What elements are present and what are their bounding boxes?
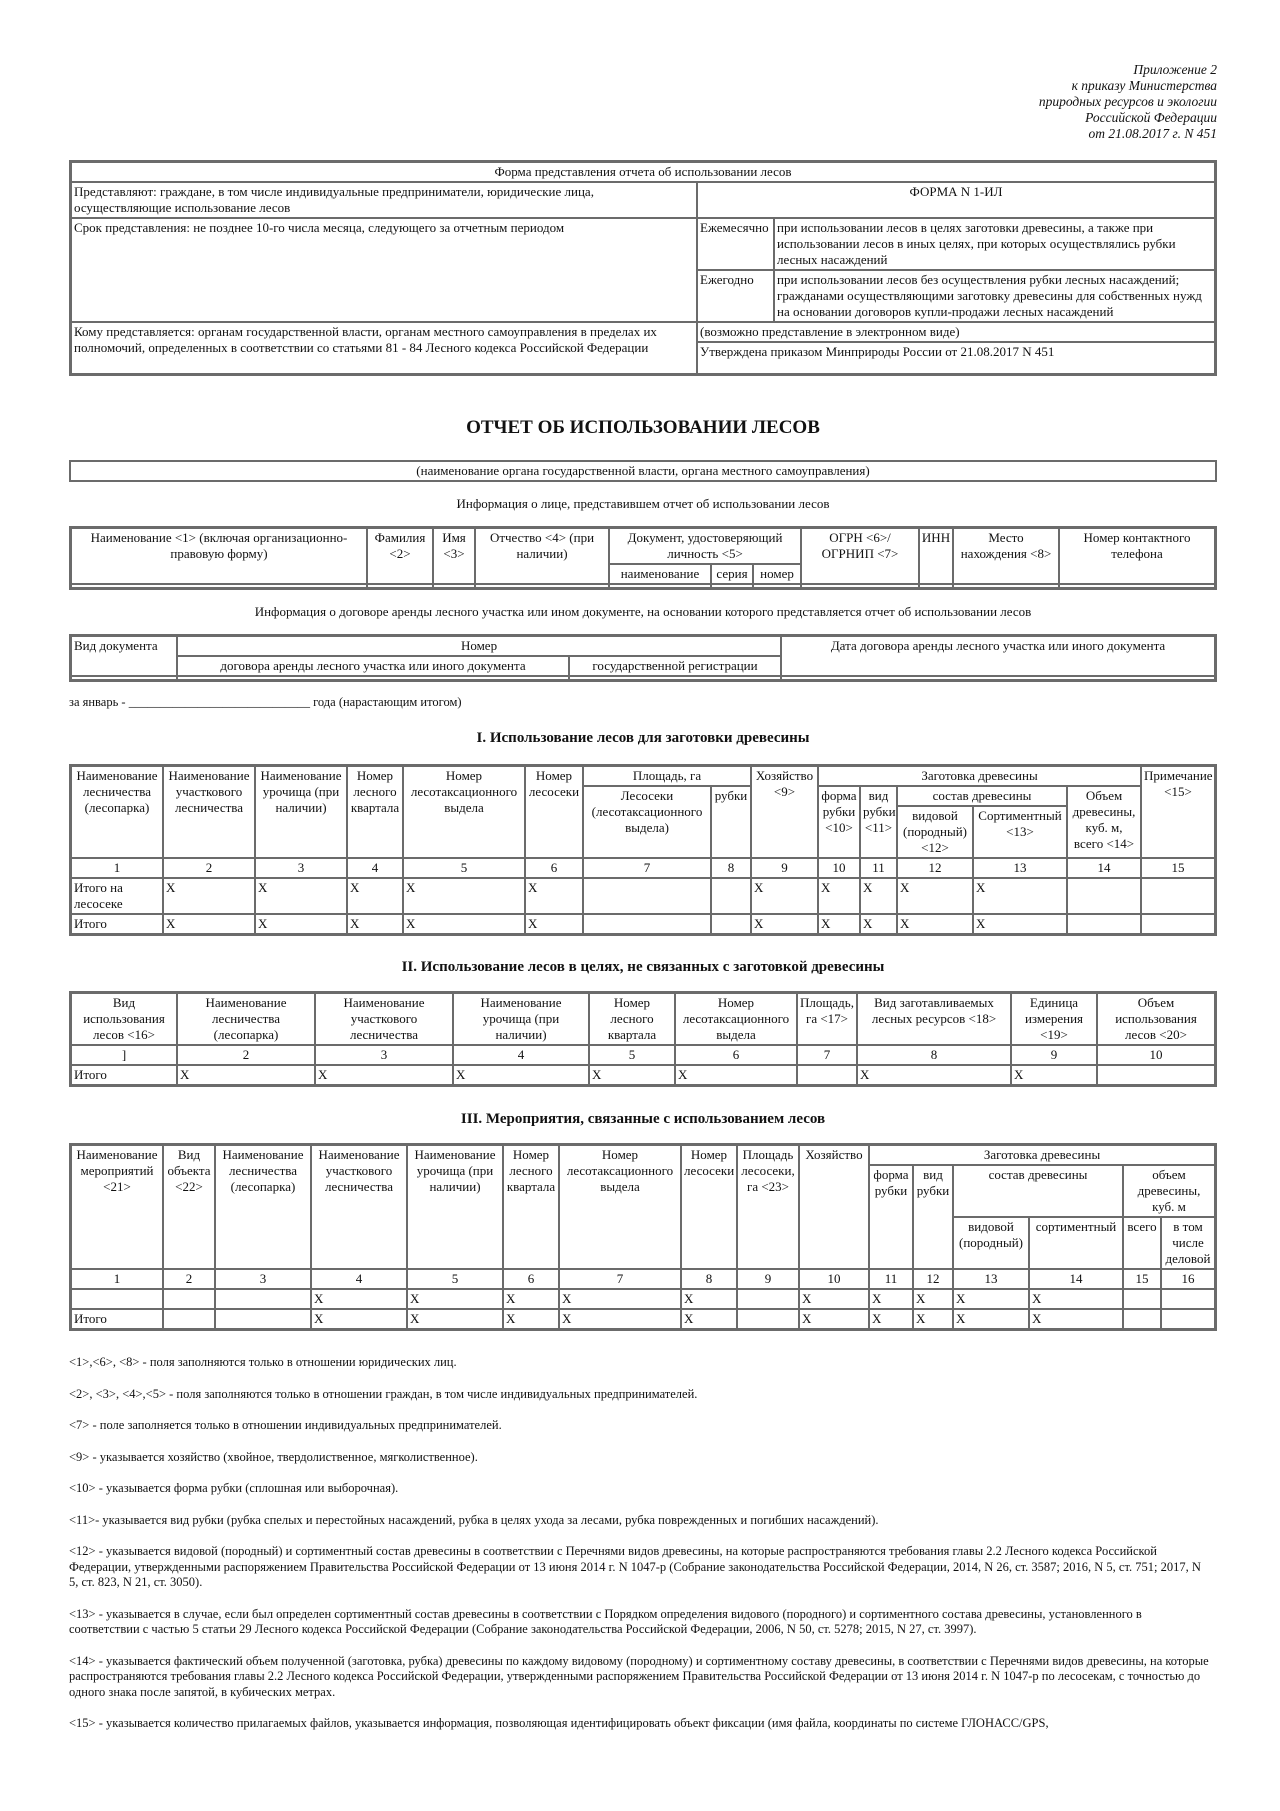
footnote: <14> - указывается фактический объем полученной (заготовка, рубка) древесины по каждому видовому (породному) и сортиментному составу древесины, в соответствии с Перечнями видов древесины, на которые распространяются требования главы 2.2 Лесного кодекса Российской Федерации, утвержденными распоряжением Правительства Российской Федерации от 13 июня 2014 г. N 1047-р по лесосекам, с точностью до одного знака после запятой, в кубических метрах. [69, 1653, 1209, 1699]
col-number: 11 [869, 1269, 913, 1289]
table-cell: X [255, 878, 347, 914]
s1-header-13: Сортиментный <13> [973, 806, 1067, 858]
table-cell: X [860, 914, 897, 934]
col-number: 6 [503, 1269, 559, 1289]
section2-title: II. Использование лесов в целях, не связанных с заготовкой древесины [401, 959, 885, 975]
header-ogrn: ОГРН <6>/ ОГРНИП <7> [801, 528, 919, 584]
row-label: Итого [71, 1309, 163, 1329]
table-cell: X [913, 1309, 953, 1329]
s1-header-composition: состав древесины [897, 786, 1067, 806]
col-number: 4 [453, 1045, 589, 1065]
col-number: 8 [711, 858, 751, 878]
s3-header-5: Наименование урочища (при наличии) [407, 1145, 503, 1269]
authority-caption: (наименование органа государственной власти, органа местного самоуправления) [416, 463, 870, 478]
table-cell: X [897, 914, 973, 934]
col-number: 5 [403, 858, 525, 878]
table-cell: X [860, 878, 897, 914]
header-id-doc-series: серия [711, 564, 753, 584]
col-number: 16 [1161, 1269, 1215, 1289]
appendix-header [1039, 62, 1217, 142]
col-number: 12 [913, 1269, 953, 1289]
footnote: <9> - указывается хозяйство (хвойное, твердолиственное, мягколиственное). [69, 1449, 478, 1464]
table-cell: X [347, 878, 403, 914]
section3-table [69, 1143, 1217, 1331]
period-suffix: года (нарастающим итогом) [313, 695, 462, 709]
header-patronymic: Отчество <4> (при наличии) [475, 528, 609, 584]
col-number: 10 [799, 1269, 869, 1289]
table-cell: X [403, 914, 525, 934]
s1-header-7: Лесосеки (лесотаксационного выдела) [583, 786, 711, 858]
table-cell: X [799, 1309, 869, 1329]
table-cell: X [525, 914, 583, 934]
col-number: 13 [953, 1269, 1029, 1289]
col-number: 12 [897, 858, 973, 878]
table-cell[interactable] [215, 1289, 311, 1309]
table-cell[interactable] [1141, 914, 1215, 934]
col-number: 8 [681, 1269, 737, 1289]
header-id-doc: Документ, удостоверяющий личность <5> [609, 528, 801, 564]
footnote: <11>- указывается вид рубки (рубка спелых и перестойных насаждений, рубка в целях ухода за лесами, рубка поврежденных и погибших насаждений). [69, 1512, 879, 1527]
header-date: Дата договора аренды лесного участка или иного документа [781, 636, 1215, 676]
header-id-doc-number: номер [753, 564, 801, 584]
section1-table [69, 764, 1217, 936]
col-number: 7 [583, 858, 711, 878]
table-cell: X [311, 1289, 407, 1309]
table-cell: X [681, 1309, 737, 1329]
person-input-cell[interactable] [711, 584, 753, 588]
col-number: 10 [818, 858, 860, 878]
person-input-cell[interactable] [919, 584, 953, 588]
col-number: 3 [315, 1045, 453, 1065]
table-cell[interactable] [737, 1309, 799, 1329]
period-line [69, 695, 462, 711]
monthly-text: при использовании лесов в целях заготовки древесины, а также при использовании лесов в иных целях, при которых осуществлялись рубки лесных насаждений [774, 218, 1215, 270]
s3-header-14: сортиментный [1029, 1217, 1123, 1269]
deadline-cell: Срок представления: не позднее 10-го числа месяца, следующего за отчетным периодом [71, 218, 697, 322]
person-info-caption: Информация о лице, представившем отчет об использовании лесов [456, 496, 830, 511]
table-cell[interactable] [1123, 1309, 1161, 1329]
form-header-title: Форма представления отчета об использовании лесов [71, 162, 1215, 182]
footnote: <2>, <3>, <4>,<5> - поля заполняются только в отношении граждан, в том числе индивидуальных предпринимателей. [69, 1386, 698, 1401]
col-number: 6 [525, 858, 583, 878]
s3-header-composition: состав древесины [953, 1165, 1123, 1217]
table-cell: X [559, 1289, 681, 1309]
table-cell: X [857, 1065, 1011, 1085]
col-number: 7 [559, 1269, 681, 1289]
table-row [71, 1309, 1215, 1329]
header-number-contract: договора аренды лесного участка или иного документа [177, 656, 569, 676]
footnote: <12> - указывается видовой (породный) и сортиментный состав древесины в соответствии с Перечнями видов древесины, на которые распространяются требования главы 2.2 Лесного кодекса Российской Федерации, утвержденными распоряжением Правительства Российской Федерации от 13 июня 2014 г. N 1047-р (Собрание законодательства Российской Федерации, 2014, N 26, ст. 3587; 2016, N 5, ст. 751; 2017, N 5, ст. 823, N 21, ст. 3050). [69, 1544, 1201, 1589]
table-cell: X [818, 914, 860, 934]
s2-header-9: Единица измерения <19> [1011, 993, 1097, 1045]
col-number: 2 [163, 1269, 215, 1289]
person-input-cell[interactable] [1059, 584, 1215, 588]
s1-header-10: форма рубки <10> [818, 786, 860, 858]
table-row [71, 878, 1215, 914]
table-cell: X [503, 1309, 559, 1329]
s3-header-1: Наименование мероприятий <21> [71, 1145, 163, 1269]
table-cell: X [869, 1289, 913, 1309]
col-number: 8 [857, 1045, 1011, 1065]
table-cell: X [953, 1309, 1029, 1329]
person-input-cell[interactable] [367, 584, 433, 588]
s3-header-15: всего [1123, 1217, 1161, 1269]
s1-header-8: рубки [711, 786, 751, 858]
table-cell: X [973, 914, 1067, 934]
form-header-table [69, 160, 1217, 376]
s3-header-volume: объем древесины, куб. м [1123, 1165, 1215, 1217]
table-cell[interactable] [797, 1065, 857, 1085]
table-cell[interactable] [1123, 1289, 1161, 1309]
header-id-doc-name: наименование [609, 564, 711, 584]
electronic-note: (возможно представление в электронном виде) [697, 322, 1215, 342]
table-cell: X [163, 914, 255, 934]
col-number: 9 [1011, 1045, 1097, 1065]
col-number: 15 [1141, 858, 1215, 878]
s1-header-11: вид рубки <11> [860, 786, 897, 858]
contract-input-cell[interactable] [781, 676, 1215, 680]
table-row [71, 914, 1215, 934]
s2-header-10: Объем использования лесов <20> [1097, 993, 1215, 1045]
table-row [71, 1065, 1215, 1085]
table-cell[interactable] [1161, 1309, 1215, 1329]
monthly-label: Ежемесячно [697, 218, 774, 270]
period-prefix: за январь - [69, 695, 126, 709]
col-number: 10 [1097, 1045, 1215, 1065]
yearly-text [774, 270, 1215, 322]
table-cell[interactable] [1067, 914, 1141, 934]
table-cell: X [675, 1065, 797, 1085]
table-cell: X [1011, 1065, 1097, 1085]
col-number: 14 [1067, 858, 1141, 878]
table-cell: X [177, 1065, 315, 1085]
contract-input-cell[interactable] [569, 676, 781, 680]
contract-input-cell[interactable] [71, 676, 177, 680]
section1-title: I. Использование лесов для заготовки древесины [476, 730, 810, 746]
s1-header-1: Наименование лесничества (лесопарка) [71, 766, 163, 858]
contract-info-caption: Информация о договоре аренды лесного участка или ином документе, на основании которого представляется отчет об использовании лесов [254, 604, 1032, 619]
row-label: Итого на лесосеке [71, 878, 163, 914]
table-cell: X [589, 1065, 675, 1085]
table-cell[interactable] [737, 1289, 799, 1309]
table-cell: X [407, 1289, 503, 1309]
s2-header-3: Наименование участкового лесничества [315, 993, 453, 1045]
appendix-line: от 21.08.2017 г. N 451 [1088, 126, 1217, 141]
s1-header-harvest: Заготовка древесины [818, 766, 1141, 786]
s2-header-5: Номер лесного квартала [589, 993, 675, 1045]
header-first-name: Имя <3> [433, 528, 475, 584]
s3-header-2: Вид объекта <22> [163, 1145, 215, 1269]
col-number: 5 [589, 1045, 675, 1065]
s2-header-4: Наименование урочища (при наличии) [453, 993, 589, 1045]
s3-header-13: видовой (породный) [953, 1217, 1029, 1269]
col-number: 2 [177, 1045, 315, 1065]
col-number: 7 [797, 1045, 857, 1065]
s3-number-row [71, 1269, 1215, 1289]
yearly-label: Ежегодно [697, 270, 774, 322]
s2-header-2: Наименование лесничества (лесопарка) [177, 993, 315, 1045]
table-cell[interactable] [1097, 1065, 1215, 1085]
s3-header-6: Номер лесного квартала [503, 1145, 559, 1269]
s1-header-14: Объем древесины, куб. м, всего <14> [1067, 786, 1141, 858]
table-row [71, 1289, 1215, 1309]
s1-header-2: Наименование участкового лесничества [163, 766, 255, 858]
s3-header-9: Площадь лесосеки, га <23> [737, 1145, 799, 1269]
s3-header-11: форма рубки [869, 1165, 913, 1269]
header-number-registration: государственной регистрации [569, 656, 781, 676]
yearly-text-1: при использовании лесов без осуществления рубки лесных насаждений; [777, 272, 1180, 287]
table-cell: X [255, 914, 347, 934]
table-cell[interactable] [215, 1309, 311, 1329]
header-number: Номер [177, 636, 781, 656]
person-info-table [69, 526, 1217, 590]
appendix-line: к приказу Министерства [1071, 78, 1217, 93]
col-number: 15 [1123, 1269, 1161, 1289]
footnote: <13> - указывается в случае, если был определен сортиментный состав древесины в соответствии с Порядком определения видового (породного) и сортиментного состава древесины, установленного в соответствии с частью 5 статьи 29 Лесного кодекса Российской Федерации (Собрание законодательства Российской Федерации, 2006, N 50, ст. 5278; 2015, N 27, ст. 3997). [69, 1606, 1142, 1636]
table-cell: X [897, 878, 973, 914]
table-cell: X [751, 878, 818, 914]
footnote: <7> - поле заполняется только в отношении индивидуальных предпринимателей. [69, 1418, 502, 1432]
table-cell: X [503, 1289, 559, 1309]
s3-header-7: Номер лесотаксационного выдела [559, 1145, 681, 1269]
table-cell: X [751, 914, 818, 934]
table-cell[interactable] [711, 878, 751, 914]
col-number: 1 [71, 858, 163, 878]
yearly-text-2: гражданами осуществляющими заготовку древесины для собственных нужд на основании договоров купли-продажи лесных насаждений [777, 288, 1202, 319]
table-cell[interactable] [711, 914, 751, 934]
s3-header-harvest: Заготовка древесины [869, 1145, 1215, 1165]
table-cell: X [681, 1289, 737, 1309]
s2-header-6: Номер лесотаксационного выдела [675, 993, 797, 1045]
period-year-field[interactable]: _____________________________ [128, 695, 310, 709]
table-cell: X [1029, 1309, 1123, 1329]
s1-number-row [71, 858, 1215, 878]
appendix-line: природных ресурсов и экологии [1038, 94, 1217, 109]
s3-header-8: Номер лесосеки [681, 1145, 737, 1269]
s1-header-12: видовой (породный) <12> [897, 806, 973, 858]
header-phone: Номер контактного телефона [1059, 528, 1215, 584]
table-cell[interactable] [71, 1289, 163, 1309]
contract-info-table [69, 634, 1217, 682]
table-cell[interactable] [1161, 1289, 1215, 1309]
table-cell[interactable] [1141, 878, 1215, 914]
approved-note: Утверждена приказом Минприроды России от 21.08.2017 N 451 [697, 342, 1215, 374]
table-cell[interactable] [583, 878, 711, 914]
s3-header-10: Хозяйство [799, 1145, 869, 1269]
header-inn: ИНН [919, 528, 953, 584]
footnote: <15> - указывается количество прилагаемых файлов, указывается информация, позволяющая идентифицировать объект фиксации (имя файла, координаты по системе ГЛОНАСС/GPS, [69, 1716, 1049, 1730]
header-location: Место нахождения <8> [953, 528, 1059, 584]
col-number: 11 [860, 858, 897, 878]
col-number: 4 [347, 858, 403, 878]
table-cell[interactable] [583, 914, 711, 934]
s1-header-3: Наименование урочища (при наличии) [255, 766, 347, 858]
appendix-line: Приложение 2 [1133, 62, 1217, 77]
s3-header-16: в том числе деловой [1161, 1217, 1215, 1269]
presenters-cell: Представляют: граждане, в том числе индивидуальные предприниматели, юридические лица, осуществляющие использование лесов [71, 182, 697, 218]
table-cell[interactable] [163, 1289, 215, 1309]
s1-header-15: Примечание <15> [1141, 766, 1215, 858]
table-cell: X [407, 1309, 503, 1329]
s3-header-3: Наименование лесничества (лесопарка) [215, 1145, 311, 1269]
s2-header-1: Вид использования лесов <16> [71, 993, 177, 1045]
col-number: 4 [311, 1269, 407, 1289]
section2-table [69, 991, 1217, 1087]
s1-header-9: Хозяйство <9> [751, 766, 818, 858]
s3-header-4: Наименование участкового лесничества [311, 1145, 407, 1269]
appendix-line: Российской Федерации [1085, 110, 1217, 125]
s2-header-8: Вид заготавливаемых лесных ресурсов <18> [857, 993, 1011, 1045]
table-cell: X [311, 1309, 407, 1329]
section3-title: III. Мероприятия, связанные с использованием лесов [460, 1111, 826, 1127]
person-input-cell[interactable] [475, 584, 609, 588]
table-cell: X [453, 1065, 589, 1085]
col-number: 3 [215, 1269, 311, 1289]
table-cell: X [1029, 1289, 1123, 1309]
person-input-cell[interactable] [801, 584, 919, 588]
col-number: 14 [1029, 1269, 1123, 1289]
header-name: Наименование <1> (включая организационно-правовую форму) [71, 528, 367, 584]
form-number: ФОРМА N 1-ИЛ [697, 182, 1215, 218]
person-input-cell[interactable] [71, 584, 367, 588]
table-cell: X [799, 1289, 869, 1309]
col-number: 13 [973, 858, 1067, 878]
table-cell[interactable] [1067, 878, 1141, 914]
s2-header-7: Площадь, га <17> [797, 993, 857, 1045]
table-cell: X [559, 1309, 681, 1329]
col-number: 3 [255, 858, 347, 878]
table-cell: X [315, 1065, 453, 1085]
s1-header-4: Номер лесного квартала [347, 766, 403, 858]
header-surname: Фамилия <2> [367, 528, 433, 584]
person-input-cell[interactable] [609, 584, 711, 588]
s1-header-5: Номер лесотаксационного выдела [403, 766, 525, 858]
s3-header-12: вид рубки [913, 1165, 953, 1269]
report-title: ОТЧЕТ ОБ ИСПОЛЬЗОВАНИИ ЛЕСОВ [466, 417, 820, 438]
table-cell: X [869, 1309, 913, 1329]
s1-header-6: Номер лесосеки [525, 766, 583, 858]
col-number: 1 [71, 1269, 163, 1289]
s2-number-row [71, 1045, 1215, 1065]
table-cell: X [347, 914, 403, 934]
col-number: ] [71, 1045, 177, 1065]
person-input-cell[interactable] [433, 584, 475, 588]
row-label: Итого [71, 914, 163, 934]
footnote: <10> - указывается форма рубки (сплошная или выборочная). [69, 1481, 399, 1495]
col-number: 5 [407, 1269, 503, 1289]
footnotes [69, 1355, 1213, 1732]
s1-header-area: Площадь, га [583, 766, 751, 786]
footnote: <1>,<6>, <8> - поля заполняются только в отношении юридических лиц. [69, 1355, 457, 1369]
table-cell: X [953, 1289, 1029, 1309]
person-input-cell[interactable] [753, 584, 801, 588]
col-number: 6 [675, 1045, 797, 1065]
col-number: 2 [163, 858, 255, 878]
table-cell: X [525, 878, 583, 914]
table-cell: X [403, 878, 525, 914]
authority-field[interactable] [69, 460, 1217, 482]
person-input-cell[interactable] [953, 584, 1059, 588]
table-cell: X [913, 1289, 953, 1309]
row-label: Итого [71, 1065, 177, 1085]
table-cell: X [818, 878, 860, 914]
col-number: 9 [737, 1269, 799, 1289]
contract-input-cell[interactable] [177, 676, 569, 680]
recipient-cell: Кому представляется: органам государственной власти, органам местного самоуправления в пределах их полномочий, определенных в соответствии со статьями 81 - 84 Лесного кодекса Российской Федерации [71, 322, 697, 374]
header-doc-type: Вид документа [71, 636, 177, 676]
table-cell: X [973, 878, 1067, 914]
table-cell[interactable] [163, 1309, 215, 1329]
table-cell: X [163, 878, 255, 914]
col-number: 9 [751, 858, 818, 878]
